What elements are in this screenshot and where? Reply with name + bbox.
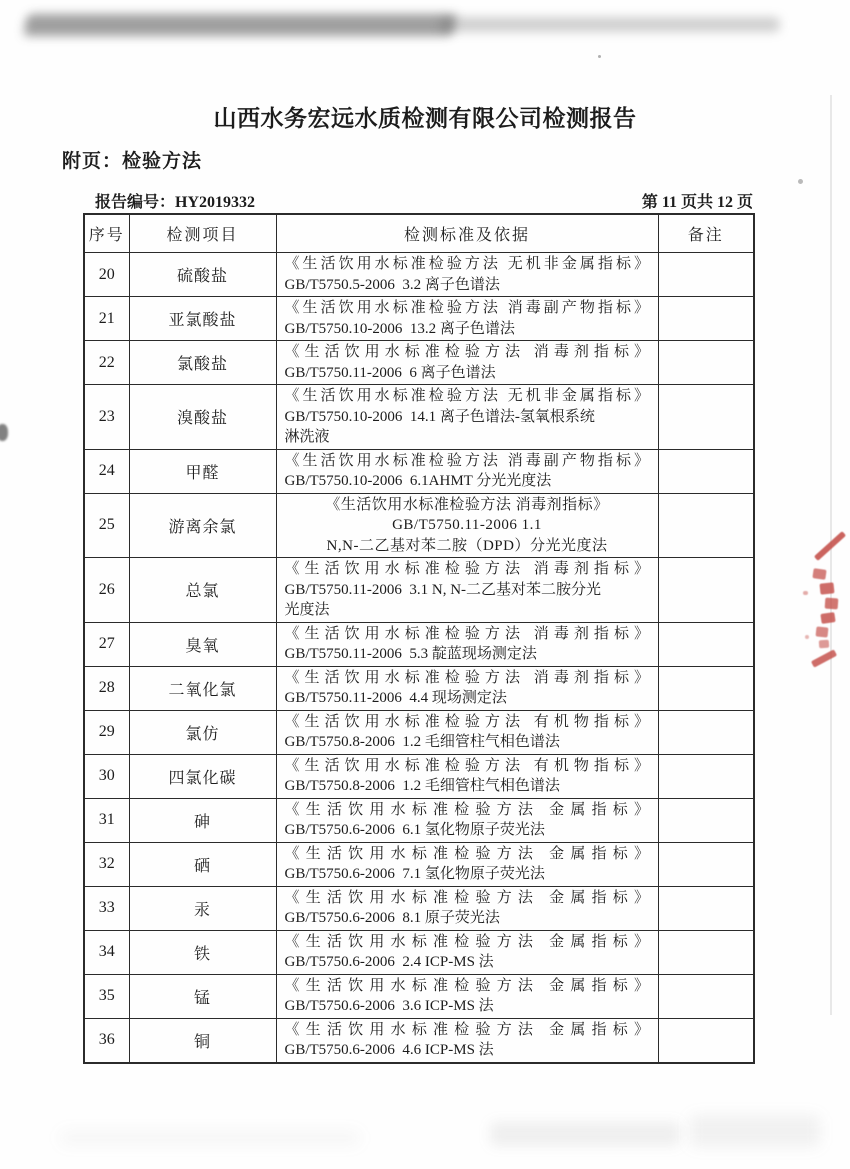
cell-note xyxy=(658,754,754,798)
cell-seq: 22 xyxy=(84,341,129,385)
method-line: 《生活饮用水标准检验方法 无机非金属指标》 xyxy=(284,388,650,404)
cell-method xyxy=(276,666,658,710)
methods-table xyxy=(83,213,755,1064)
table-row xyxy=(84,974,754,1018)
method-line: GB/T5750.8-2006 1.2 毛细管柱气相色谱法 xyxy=(284,778,560,794)
seal-glyph-mark xyxy=(820,612,835,624)
cell-seq: 21 xyxy=(84,297,129,341)
cell-method xyxy=(276,297,658,341)
cell-item: 铁 xyxy=(129,930,276,974)
cell-note xyxy=(658,842,754,886)
method-line: 《生活饮用水标准检验方法 金属指标》 xyxy=(284,801,650,818)
cell-item: 甲醛 xyxy=(129,449,276,493)
scan-smudge-bottom xyxy=(60,1130,360,1146)
cell-note xyxy=(658,930,754,974)
method-line: 《生活饮用水标准检验方法 消毒剂指标》 xyxy=(284,625,650,642)
table-row xyxy=(84,449,754,493)
cell-method xyxy=(276,622,658,666)
cell-note xyxy=(658,798,754,842)
cell-note xyxy=(658,710,754,754)
cell-seq: 25 xyxy=(84,493,129,558)
cell-note xyxy=(658,886,754,930)
table-row xyxy=(84,930,754,974)
cell-item: 四氯化碳 xyxy=(129,754,276,798)
cell-note xyxy=(658,341,754,385)
seal-glyph-mark xyxy=(819,640,830,649)
method-line: GB/T5750.11-2006 4.4 现场测定法 xyxy=(284,690,507,706)
table-row xyxy=(84,754,754,798)
cell-note xyxy=(658,385,754,450)
method-line: GB/T5750.6-2006 8.1 原子荧光法 xyxy=(284,910,500,926)
method-line: GB/T5750.10-2006 6.1AHMT 分光光度法 xyxy=(284,473,552,489)
cell-item: 氯酸盐 xyxy=(129,341,276,385)
cell-item: 锰 xyxy=(129,974,276,1018)
column-header-note: 备注 xyxy=(658,214,754,253)
method-line: 《生活饮用水标准检验方法 消毒剂指标》 xyxy=(284,561,650,577)
method-line: 《生活饮用水标准检验方法 消毒副产物指标》 xyxy=(284,300,650,316)
method-line: GB/T5750.11-2006 1.1 xyxy=(392,517,542,533)
method-line: 《生活饮用水标准检验方法 金属指标》 xyxy=(284,1021,650,1038)
cell-method xyxy=(276,385,658,450)
method-line: 《生活饮用水标准检验方法 有机物指标》 xyxy=(284,757,650,774)
table-row xyxy=(84,253,754,297)
method-line: 《生活饮用水标准检验方法 消毒剂指标》 xyxy=(284,344,650,360)
method-line: 《生活饮用水标准检验方法 金属指标》 xyxy=(284,889,650,906)
method-line: GB/T5750.11-2006 5.3 靛蓝现场测定法 xyxy=(284,646,537,662)
method-line: GB/T5750.11-2006 3.1 N, N-二乙基对苯二胺分光 xyxy=(284,581,602,598)
scan-smudge-bottom xyxy=(690,1115,820,1147)
cell-item: 硫酸盐 xyxy=(129,253,276,297)
column-header-item: 检测项目 xyxy=(129,214,276,253)
cell-note xyxy=(658,622,754,666)
scan-smudge-top-left xyxy=(23,14,456,36)
method-line: 《生活饮用水标准检验方法 金属指标》 xyxy=(284,933,650,950)
table-row xyxy=(84,710,754,754)
table-row xyxy=(84,297,754,341)
cell-note xyxy=(658,253,754,297)
method-line: GB/T5750.6-2006 6.1 氢化物原子荧光法 xyxy=(284,822,545,838)
cell-method xyxy=(276,493,658,558)
table-header-row xyxy=(84,214,754,253)
table-row xyxy=(84,622,754,666)
method-line: 光度法 xyxy=(284,602,330,618)
cell-seq: 23 xyxy=(84,385,129,450)
table-row xyxy=(84,1018,754,1063)
method-line: GB/T5750.5-2006 3.2 离子色谱法 xyxy=(284,276,500,293)
cell-item: 氯仿 xyxy=(129,710,276,754)
scan-smudge-top-right xyxy=(440,17,780,32)
table-row xyxy=(84,842,754,886)
cell-item: 二氧化氯 xyxy=(129,666,276,710)
method-line: 《生活饮用水标准检验方法 消毒剂指标》 xyxy=(325,496,609,513)
cell-method xyxy=(276,754,658,798)
method-line: 淋洗液 xyxy=(284,429,330,445)
method-line: GB/T5750.10-2006 13.2 离子色谱法 xyxy=(284,320,515,337)
cell-method xyxy=(276,798,658,842)
method-line: 《生活饮用水标准检验方法 无机非金属指标》 xyxy=(284,256,650,272)
cell-item: 汞 xyxy=(129,886,276,930)
cell-method xyxy=(276,253,658,297)
column-header-seq: 序号 xyxy=(84,214,129,253)
scan-speck-right xyxy=(798,179,803,184)
method-line: GB/T5750.6-2006 3.6 ICP-MS 法 xyxy=(284,998,494,1014)
report-number-label: 报告编号： xyxy=(95,194,176,211)
column-header-method: 检测标准及依据 xyxy=(276,214,658,253)
cell-item: 臭氧 xyxy=(129,622,276,666)
cell-note xyxy=(658,666,754,710)
cell-note xyxy=(658,974,754,1018)
cell-seq: 26 xyxy=(84,558,129,623)
method-line: GB/T5750.10-2006 14.1 离子色谱法-氢氧根系统 xyxy=(284,408,595,425)
seal-glyph-mark xyxy=(819,582,834,594)
cell-seq: 33 xyxy=(84,886,129,930)
seal-glyph-mark xyxy=(803,591,808,595)
table-row xyxy=(84,558,754,623)
cell-seq: 31 xyxy=(84,798,129,842)
cell-item: 溴酸盐 xyxy=(129,385,276,450)
method-line: GB/T5750.6-2006 4.6 ICP-MS 法 xyxy=(284,1042,494,1058)
cell-item: 硒 xyxy=(129,842,276,886)
cell-seq: 36 xyxy=(84,1018,129,1063)
cell-method xyxy=(276,341,658,385)
cell-seq: 24 xyxy=(84,449,129,493)
cell-item: 总氯 xyxy=(129,558,276,623)
method-line: GB/T5750.6-2006 2.4 ICP-MS 法 xyxy=(284,954,494,970)
cell-seq: 34 xyxy=(84,930,129,974)
cell-method xyxy=(276,930,658,974)
cell-note xyxy=(658,1018,754,1063)
cell-item: 游离余氯 xyxy=(129,493,276,558)
cell-method xyxy=(276,449,658,493)
seal-glyph-mark xyxy=(812,568,826,580)
seal-glyph-mark xyxy=(816,626,829,637)
method-line: GB/T5750.6-2006 7.1 氢化物原子荧光法 xyxy=(284,866,545,882)
red-seal-stamp-fragment xyxy=(789,541,850,673)
scan-speck-left-edge xyxy=(0,424,8,441)
cell-method xyxy=(276,558,658,623)
method-line: 《生活饮用水标准检验方法 消毒剂指标》 xyxy=(284,669,650,686)
scan-speck-top xyxy=(598,55,601,58)
method-line: 《生活饮用水标准检验方法 消毒副产物指标》 xyxy=(284,452,650,469)
cell-seq: 20 xyxy=(84,253,129,297)
cell-item: 砷 xyxy=(129,798,276,842)
report-number-value: HY2019332 xyxy=(175,194,256,211)
seal-glyph-mark xyxy=(825,598,839,610)
method-line: GB/T5750.11-2006 6 离子色谱法 xyxy=(284,364,496,381)
table-row xyxy=(84,798,754,842)
cell-method xyxy=(276,710,658,754)
cell-seq: 32 xyxy=(84,842,129,886)
cell-note xyxy=(658,558,754,623)
cell-seq: 35 xyxy=(84,974,129,1018)
meta-row xyxy=(95,189,753,212)
method-line: GB/T5750.8-2006 1.2 毛细管柱气相色谱法 xyxy=(284,734,560,750)
page-indicator: 第 11 页共 12 页 xyxy=(641,194,753,211)
seal-stroke xyxy=(811,649,837,667)
method-line: N,N-二乙基对苯二胺（DPD）分光光度法 xyxy=(326,537,608,554)
cell-seq: 29 xyxy=(84,710,129,754)
cell-method xyxy=(276,974,658,1018)
report-number xyxy=(95,189,255,212)
cell-method xyxy=(276,886,658,930)
method-line: 《生活饮用水标准检验方法 金属指标》 xyxy=(284,845,650,862)
table-row xyxy=(84,886,754,930)
method-line: 《生活饮用水标准检验方法 有机物指标》 xyxy=(284,713,650,730)
table-row xyxy=(84,341,754,385)
table-row xyxy=(84,385,754,450)
cell-note xyxy=(658,297,754,341)
seal-glyph-mark xyxy=(805,635,809,639)
scan-smudge-bottom xyxy=(490,1122,680,1146)
method-line: 《生活饮用水标准检验方法 金属指标》 xyxy=(284,977,650,994)
cell-method xyxy=(276,842,658,886)
table-row xyxy=(84,493,754,558)
cell-method xyxy=(276,1018,658,1063)
report-title: 山西水务宏远水质检测有限公司检测报告 xyxy=(213,106,637,131)
cell-note xyxy=(658,449,754,493)
cell-seq: 28 xyxy=(84,666,129,710)
cell-seq: 27 xyxy=(84,622,129,666)
cell-note xyxy=(658,493,754,558)
cell-item: 亚氯酸盐 xyxy=(129,297,276,341)
appendix-heading: 附页：检验方法 xyxy=(62,151,203,172)
table-row xyxy=(84,666,754,710)
cell-seq: 30 xyxy=(84,754,129,798)
cell-item: 铜 xyxy=(129,1018,276,1063)
